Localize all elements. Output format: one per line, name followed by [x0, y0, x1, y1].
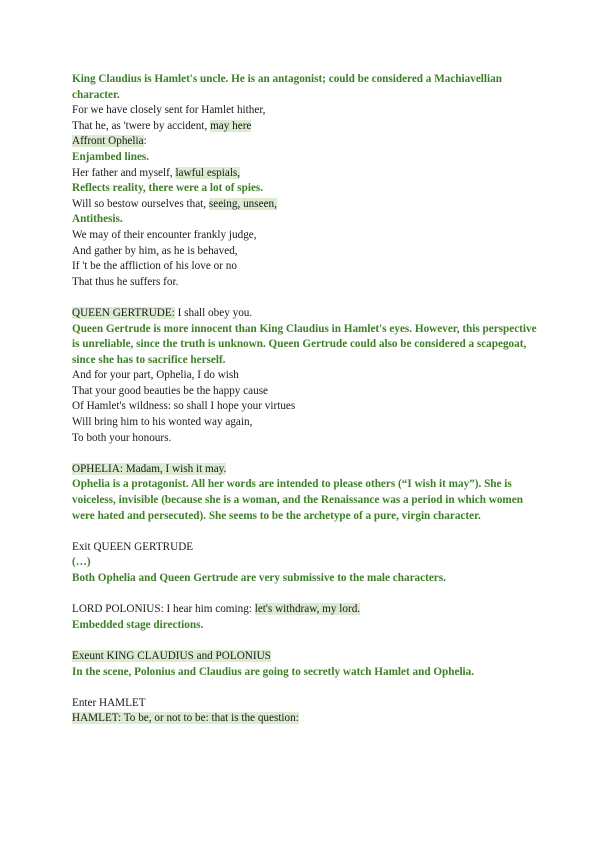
annotation-line — [72, 477, 542, 524]
script-line — [72, 103, 542, 119]
highlighted-text: may here — [210, 119, 252, 132]
blank-line — [72, 290, 542, 306]
text-segment: King Claudius is Hamlet's uncle. He is an antagonist; could be considered a Machiavellian character. — [72, 73, 502, 101]
text-segment: And gather by him, as he is behaved, — [72, 244, 238, 257]
text-segment: That your good beauties be the happy cause — [72, 384, 269, 397]
annotation-line — [72, 618, 542, 634]
annotation-line — [72, 181, 542, 197]
text-segment: Embedded stage directions. — [72, 618, 204, 631]
script-line — [72, 166, 542, 182]
script-line — [72, 119, 542, 135]
highlighted-text: let's withdraw, my lord. — [254, 603, 361, 616]
script-line — [72, 275, 542, 291]
blank-line — [72, 587, 542, 603]
script-line — [72, 244, 542, 260]
text-segment: That he, as 'twere by accident, — [72, 119, 211, 132]
script-line — [72, 384, 542, 400]
highlighted-text: HAMLET: To be, or not to be: that is the question: — [72, 712, 299, 725]
text-segment: Will bring him to his wonted way again, — [72, 416, 253, 429]
text-segment: : — [143, 135, 147, 148]
annotation-line — [72, 150, 542, 166]
text-segment: Ophelia is a protagonist. All her words are intended to please others (“I wish it may”). She is voiceless, invisible (because she is a woman, and the Renaissance was a period in which women were hated and persecuted). She seems to be the archetype of a pure, virgin character. — [72, 478, 523, 522]
annotation-line — [72, 665, 542, 681]
script-line — [72, 540, 542, 556]
script-line — [72, 197, 542, 213]
script-line — [72, 399, 542, 415]
text-segment: I shall obey you. — [174, 306, 253, 319]
text-segment: Reflects reality, there were a lot of spies. — [72, 182, 264, 195]
annotation-line — [72, 72, 542, 103]
script-line — [72, 368, 542, 384]
script-line — [72, 696, 542, 712]
annotation-line — [72, 555, 542, 571]
text-segment: Both Ophelia and Queen Gertrude are very submissive to the male characters. — [72, 572, 446, 584]
document-page — [72, 72, 542, 727]
annotation-line — [72, 212, 542, 228]
text-segment: For we have closely sent for Hamlet hither, — [72, 104, 266, 117]
highlighted-text: Affront Ophelia — [72, 135, 144, 148]
text-segment: Will so bestow ourselves that, — [72, 197, 209, 210]
blank-line — [72, 524, 542, 540]
highlighted-text: seeing, unseen, — [208, 197, 277, 210]
script-line — [72, 415, 542, 431]
text-segment: Queen Gertrude is more innocent than King Claudius in Hamlet's eyes. However, this perspective is unreliable, since the truth is unknown. Queen Gertrude could also be considered a scapegoat, since she has to sacrifice herself. — [72, 322, 537, 366]
script-line — [72, 462, 542, 478]
text-segment: Her father and myself, — [72, 166, 176, 179]
text-segment: (…) — [72, 556, 91, 569]
blank-line — [72, 446, 542, 462]
text-segment: That thus he suffers for. — [72, 275, 179, 288]
text-segment: We may of their encounter frankly judge, — [72, 228, 257, 241]
script-line — [72, 228, 542, 244]
text-segment: Enjambed lines. — [72, 150, 150, 163]
text-segment: Of Hamlet's wildness: so shall I hope your virtues — [72, 400, 296, 413]
text-segment: Antithesis. — [72, 213, 123, 226]
text-segment: Exit QUEEN GERTRUDE — [72, 540, 194, 553]
blank-line — [72, 680, 542, 696]
annotation-line — [72, 322, 542, 369]
blank-line — [72, 633, 542, 649]
annotation-line — [72, 571, 542, 587]
script-line — [72, 711, 542, 727]
highlighted-text: lawful espials, — [175, 166, 241, 179]
text-segment: And for your part, Ophelia, I do wish — [72, 369, 239, 382]
text-segment: To both your honours. — [72, 431, 172, 444]
highlighted-text: Exeunt KING CLAUDIUS and POLONIUS — [72, 649, 271, 662]
script-line — [72, 649, 542, 665]
script-line — [72, 602, 542, 618]
script-line — [72, 134, 542, 150]
script-line — [72, 306, 542, 322]
text-segment: If 't be the affliction of his love or no — [72, 260, 237, 273]
text-segment: In the scene, Polonius and Claudius are going to secretly watch Hamlet and Ophelia. — [72, 665, 475, 678]
script-line — [72, 259, 542, 275]
text-segment: Enter HAMLET — [72, 696, 146, 709]
script-line — [72, 431, 542, 447]
highlighted-text: QUEEN GERTRUDE: — [72, 306, 175, 319]
highlighted-text: OPHELIA: Madam, I wish it may. — [72, 462, 227, 475]
text-segment: LORD POLONIUS: I hear him coming: — [72, 603, 255, 616]
